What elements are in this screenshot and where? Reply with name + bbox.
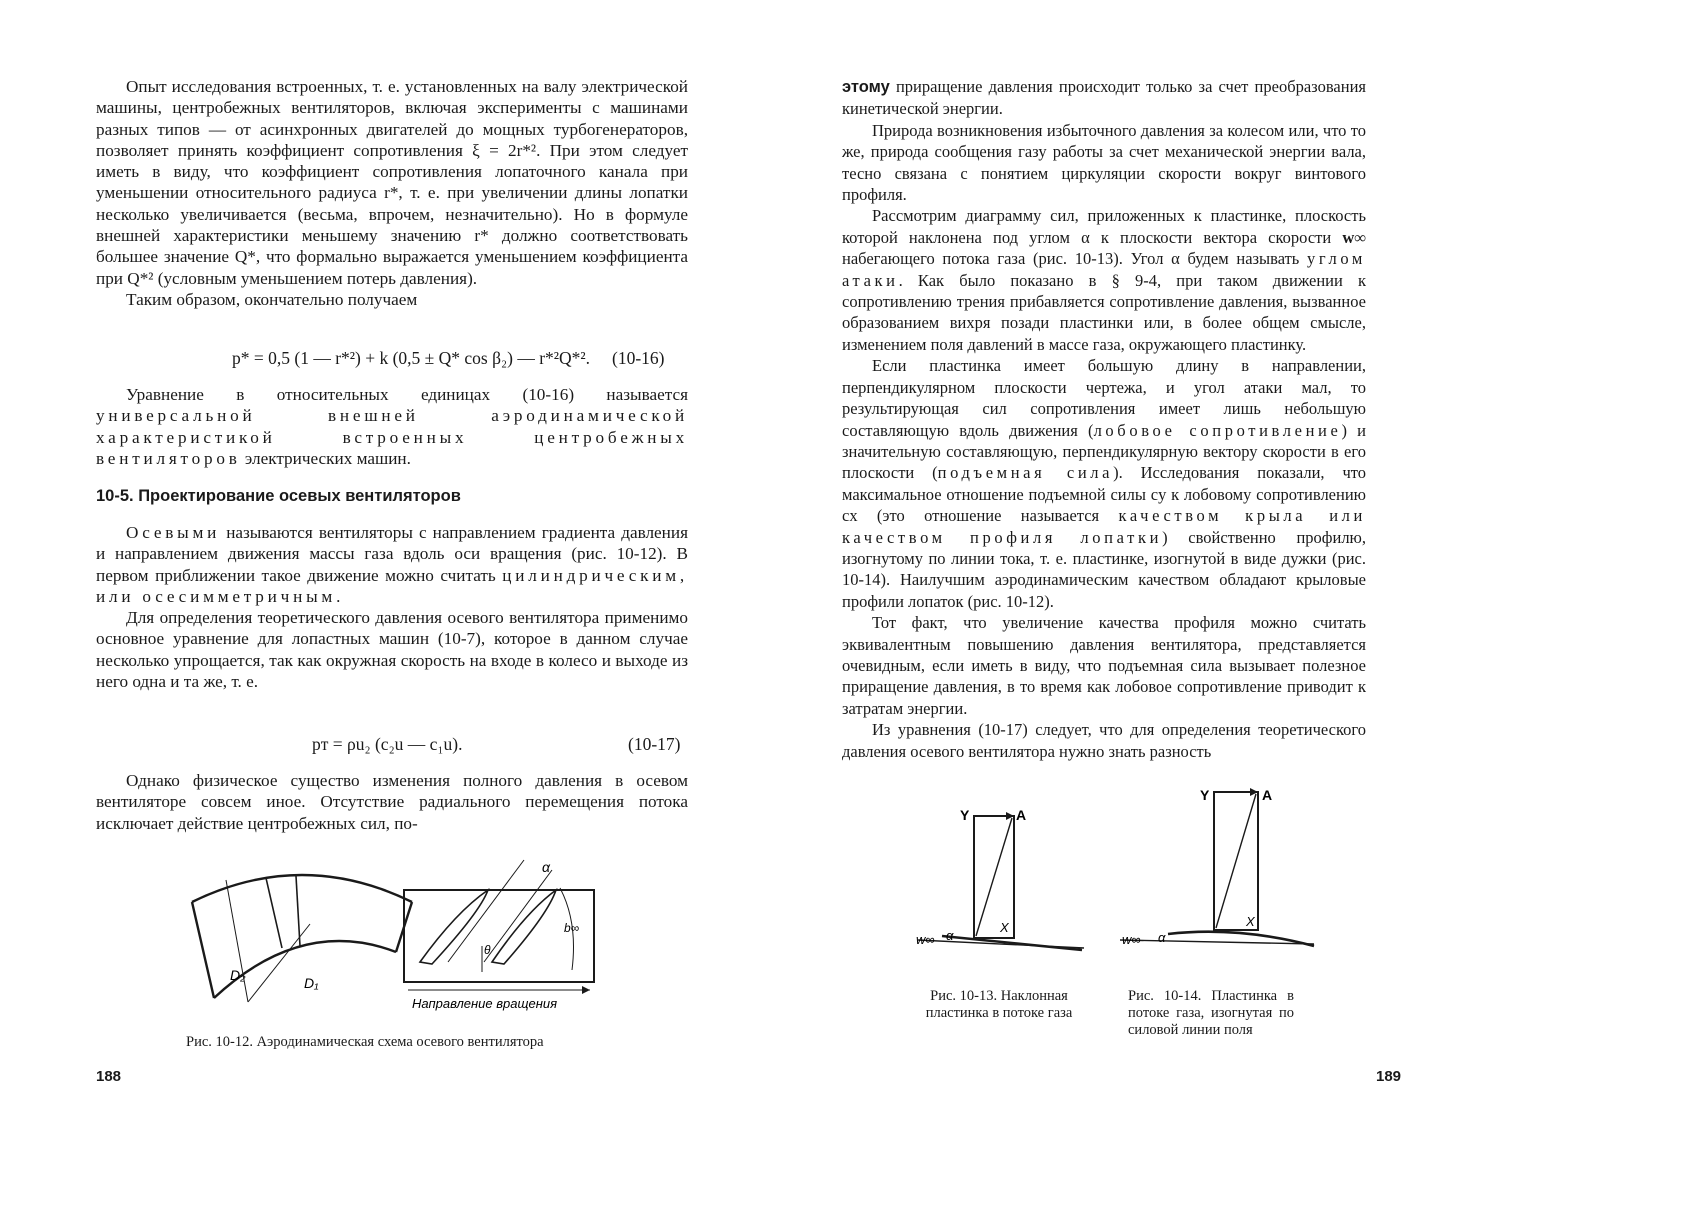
figure-10-14-caption: Рис. 10-14. Пластинка в потоке газа, изогнутая по силовой линии поля	[1128, 988, 1294, 1038]
figure-10-12-caption: Рис. 10-12. Аэродинамическая схема осевого вентилятора	[186, 1034, 544, 1050]
outer-arc	[192, 875, 412, 902]
blade-right	[296, 876, 300, 946]
fig14-w-label: w∞	[1122, 932, 1141, 947]
b-label: b∞	[564, 921, 580, 935]
formula-10-17: pт = ρu₂ (c₂u — c₁u).	[312, 734, 463, 754]
resultant-force	[1216, 794, 1256, 928]
force-arrow-head	[1006, 812, 1014, 820]
direction-label: Направление вращения	[412, 996, 558, 1011]
formula-10-16-number: (10-16)	[612, 348, 665, 368]
figure-10-12	[186, 852, 616, 1012]
fig14-y-label: Y	[1200, 787, 1210, 803]
resultant-force	[976, 818, 1012, 936]
right-text: этому приращение давления происходит только за счет преобразования кинетической энергии. Природа возникновения избыточного давления за колесом или, что то же, природа сообщения газу работы за счет механической энергии вала, тесно связана с понятием циркуляции скорости вокруг винтового профиля. Рассмотрим диаграмму сил, приложенных к пластинке, плоскость которой наклонена под углом α к плоскости вектора скорости w∞ набегающего потока газа (рис. 10-13). Угол α будем называть углом атаки. Как было показано в § 9-4, при таком движении к сопротивлению трения прибавляется сопротивление давления, вызванное образованием вихря позади пластинки или, в более общем смысле, изменением поля давлений в массе газа, окружающего пластинку. Если пластинка имеет большую длину в направлении, перпендикулярном плоскости чертежа, и угол атаки мал, то результирующая сил сопротивления имеет лишь небольшую составляющую вдоль движения (лобовое сопротивление) и значительную составляющую, перпендикулярную вектору скорости в его плоскости (подъемная сила). Исследования показали, что максимальное отношение подъемной силы cy к лобовому сопротивлению cx (это отношение называется качеством крыла или качеством профиля лопатки) свойственно профилю, изогнутому по линии тока, т. е. пластинке, изогнутой в виде дужки (рис. 10-14). Наилучшим аэродинамическим качеством обладают крыловые профили лопаток (рис. 10-12). Тот факт, что увеличение качества профиля можно считать эквивалентным повышению давления вентилятора, представляется очевидным, если иметь в виду, что подъемная сила вызывает полезное приращение давления, в то время как лобовое сопротивление приводит к затратам энергии. Из уравнения (10-17) следует, что для определения теоретического давления осевого вентилятора нужно знать разность	[842, 77, 1367, 761]
figure-10-13-caption: Рис. 10-13. Наклонная пластинка в потоке газа	[925, 988, 1073, 1021]
fig14-x-label: X	[1246, 914, 1255, 929]
direction-arrow-head	[582, 986, 590, 994]
left-paragraph-1: Опыт исследования встроенных, т. е. установленных на валу электрической машины, центробежных вентиляторов, включая эксперименты с машинами разных типов — от асинхронных двигателей до мощных турбогенераторов, позволяет принять коэффициент сопротивления ξ = 2r*². При этом следует иметь в виду, что коэффициент сопротивления лопаточного канала при уменьшении относительного радиуса r*, т. е. при увеличении длины лопатки несколько увеличивается (весьма, впрочем, незначительно). Но в формуле внешней характеристики меньшему значению r* должно соответствовать большее значение Q*, что формально выражается уменьшением коэффициента при Q*² (условным уменьшением потерь давления). Таким образом, окончательно получаем	[96, 77, 688, 309]
left-paragraph-6: Однако физическое существо изменения полного давления в осевом вентиляторе совсем иное. Отсутствие радиального перемещения потока исключает действие центробежных сил, по-	[96, 771, 688, 833]
right-page	[842, 0, 1684, 1228]
fig13-w-label: w∞	[916, 932, 935, 947]
blade-profile-2	[492, 890, 556, 964]
section-heading: 10-5. Проектирование осевых вентиляторов	[96, 487, 461, 505]
fig13-y-label: Y	[960, 807, 970, 823]
force-arrow-head	[1250, 788, 1258, 796]
fig14-a-label: A	[1262, 787, 1273, 803]
blade-profile-1	[420, 890, 488, 964]
cascade-frame	[404, 890, 594, 982]
alpha-label: α	[542, 859, 550, 875]
fig13-x-label: X	[1000, 920, 1009, 935]
d1-label: D₁	[304, 975, 319, 991]
figure-10-13	[914, 800, 1094, 960]
d2-label: D₂	[230, 967, 246, 983]
blade-left	[266, 878, 282, 948]
fig13-a-label: A	[1016, 807, 1027, 823]
left-paragraph-3: Уравнение в относительных единицах (10-16) называется универсальной внешней аэродинамической характеристикой встроенных центробежных вентиляторов электрических машин.	[96, 385, 688, 468]
channel-left-edge	[192, 902, 214, 998]
page-number-right: 189	[1376, 1068, 1402, 1085]
fig13-alpha-label: α	[946, 928, 954, 943]
page-number-left: 188	[96, 1068, 122, 1085]
fig14-alpha-label: α	[1158, 930, 1166, 945]
theta-label: θ	[484, 943, 491, 957]
formula-10-17-number: (10-17)	[628, 734, 681, 754]
formula-10-16: p* = 0,5 (1 — r*²) + k (0,5 ± Q* cos β₂) — r*²Q*².	[232, 348, 591, 368]
figure-10-14	[1118, 776, 1318, 956]
left-paragraph-4: Осевыми называются вентиляторы с направлением градиента давления и направлением движения массы газа вдоль оси вращения (рис. 10-12). В первом приближении такое движение можно считать цилиндрическим, или осесимметричным. Для определения теоретического давления осевого вентилятора применимо основное уравнение для лопастных машин (10-7), которое в данном случае несколько упрощается, так как окружная скорость на входе в колесо и выходе из него одна и та же, т. е.	[96, 523, 688, 692]
